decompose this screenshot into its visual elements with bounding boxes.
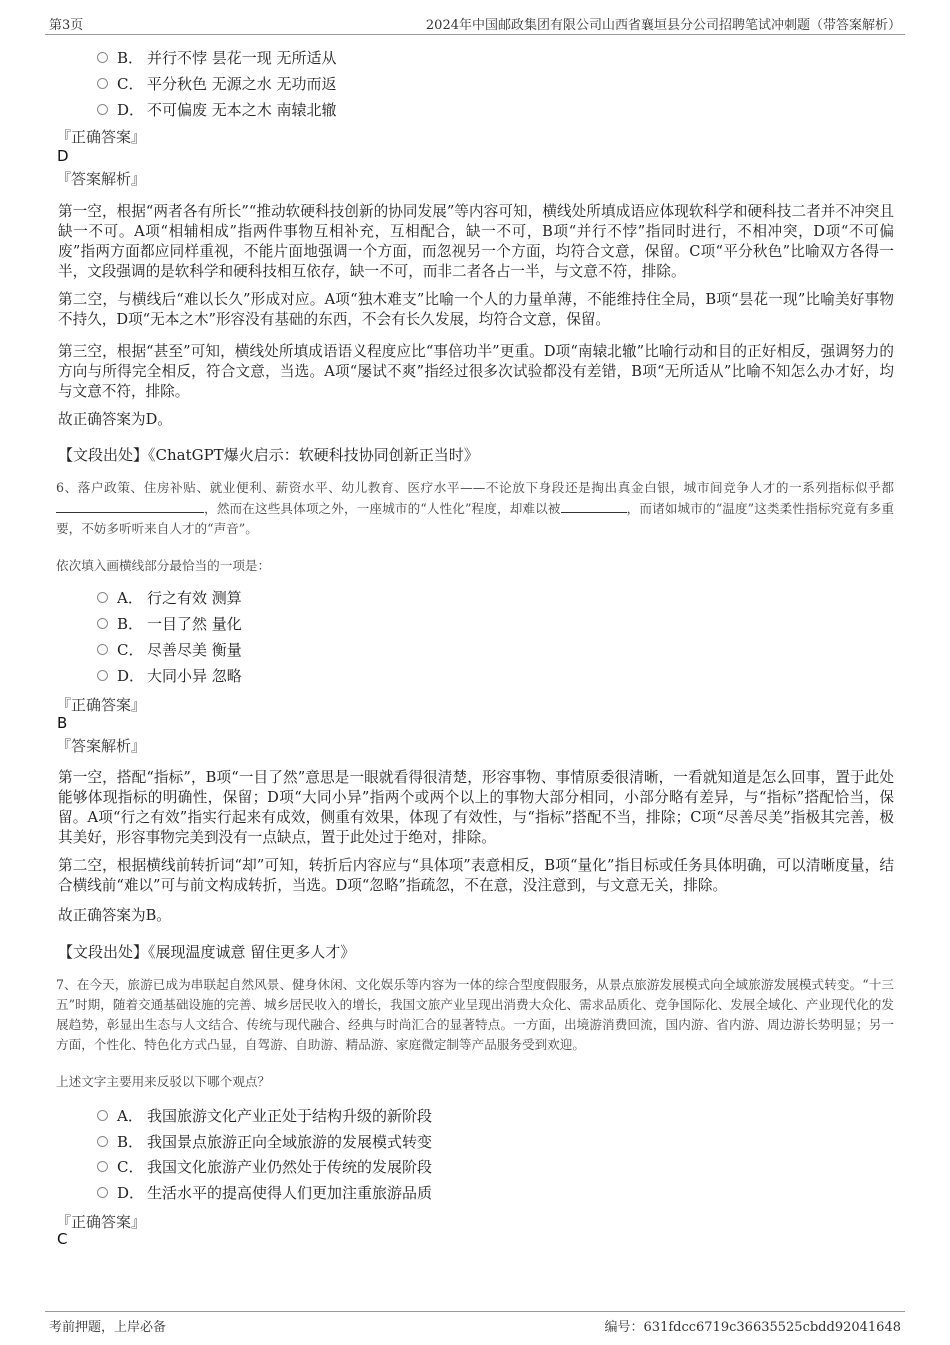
- analysis-paragraph: 第一空，搭配“指标”，B项“一目了然”意思是一眼就看得很清楚，形容事物、事情原委很清晰，一看就知道是怎么回事，置于此处能够体现指标的明确性，保留；D项“大同小异”指两个或两个以上的事物大部分相同，小部分略有差异，与“指标”搭配恰当，保留。A项“行之有效”指实行起来有成效，侧重有效果，体现了有效性，与“指标”搭配不当，排除；C项“尽善尽美”指极其完善，极其美好，形容事物完美到没有一点缺点，置于此处过于绝对，排除。: [58, 769, 894, 846]
- source-citation: 【文段出处】《ChatGPT爆火启示：软硬科技协同创新正当时》: [58, 446, 479, 464]
- q7-option-b[interactable]: B． 我国景点旅游正向全域旅游的发展模式转变: [97, 1130, 432, 1152]
- radio-icon[interactable]: [97, 618, 108, 629]
- question-instruction: 依次填入画横线部分最恰当的一项是：: [56, 558, 271, 573]
- document-code: 编号：631fdcc6719c36635525cbdd92041648: [604, 1320, 901, 1335]
- page-number: 第3页: [49, 18, 84, 33]
- page-footer: [45, 1311, 905, 1334]
- analysis-label: 『答案解析』: [56, 170, 147, 188]
- question-stem: 6、落户政策、住房补贴、就业便利、薪资水平、幼儿教育、医疗水平——不论放下身段还是掏出真金白银，城市间竞争人才的一系列指标似乎都，然而在这些具体项之外，一座城市的“人性化”程度，却难以被 ，而诸如城市的“温度”这类柔性指标究竟有多重要，不妨多听听来自人才的“声音”。: [56, 480, 894, 536]
- answer-value: B: [57, 714, 68, 732]
- question-stem: 7、在今天，旅游已成为串联起自然风景、健身休闲、文化娱乐等内容为一体的综合型度假服务，从景点旅游发展模式向全域旅游发展模式转变。“十三五”时期，随着交通基础设施的完善、城乡居民收入的增长，我国文旅产业呈现出消费大众化、需求品质化、竞争国际化、发展全域化、产业现代化的发展趋势，彰显出生态与人文结合、传统与现代融合、经典与时尚汇合的显著特点。一方面，出境游消费回流，国内游、省内游、周边游长势明显；另一方面，个性化、特色化方式凸显，自驾游、自助游、精品游、家庭微定制等产品服务受到欢迎。: [56, 977, 894, 1052]
- answer-value: D: [57, 147, 69, 165]
- analysis-conclusion: 故正确答案为B。: [58, 907, 171, 924]
- q5-option-b[interactable]: B． 并行不悖 昙花一现 无所适从: [97, 46, 337, 68]
- analysis-paragraph: 第一空，根据“两者各有所长”“推动软硬科技创新的协同发展”等内容可知，横线处所填成语应体现软科学和硬科技二者并不冲突且缺一不可。A项“相辅相成”指两件事物互相补充，互相配合，缺一不可，B项“并行不悖”指同时进行，不相冲突，D项“不可偏废”指两方面都应同样重视，不能片面地强调一个方面，而忽视另一个方面，均符合文意，保留。C项“平分秋色”比喻双方各得一半，文段强调的是软科学和硬科技相互依存，缺一不可，而非二者各占一半，与文意不符，排除。: [58, 203, 894, 280]
- source-citation: 【文段出处】《展现温度诚意 留住更多人才》: [58, 943, 356, 961]
- page-header: [45, 14, 905, 35]
- q7-option-d[interactable]: D． 生活水平的提高使得人们更加注重旅游品质: [97, 1181, 432, 1203]
- q5-option-d[interactable]: D． 不可偏废 无本之木 南辕北辙: [97, 98, 337, 120]
- analysis-paragraph: 第三空，根据“甚至”可知，横线处所填成语语义程度应比“事倍功半”更重。D项“南辕北辙”比喻行动和目的正好相反，强调努力的方向与所得完全相反，符合文意，当选。A项“屡试不爽”指经过很多次试验都没有差错，B项“无所适从”比喻不知怎么办才好，均与文意不符，排除。: [58, 343, 894, 400]
- q7-option-a[interactable]: A． 我国旅游文化产业正处于结构升级的新阶段: [97, 1104, 432, 1126]
- radio-icon[interactable]: [97, 52, 108, 63]
- analysis-paragraph: 第二空，与横线后“难以长久”形成对应。A项“独木难支”比喻一个人的力量单薄，不能维持住全局，B项“昙花一现”比喻美好事物不持久，D项“无本之木”形容没有基础的东西，不会有长久发展，均符合文意，保留。: [58, 291, 894, 328]
- document-title: 2024年中国邮政集团有限公司山西省襄垣县分公司招聘笔试冲刺题（带答案解析）: [425, 18, 901, 33]
- radio-icon[interactable]: [97, 670, 108, 681]
- radio-icon[interactable]: [97, 1136, 108, 1147]
- radio-icon[interactable]: [97, 592, 108, 603]
- radio-icon[interactable]: [97, 1187, 108, 1198]
- question-instruction: 上述文字主要用来反驳以下哪个观点？: [56, 1074, 271, 1089]
- blank-line: [56, 498, 204, 513]
- q6-option-c[interactable]: C． 尽善尽美 衡量: [97, 638, 242, 660]
- analysis-label: 『答案解析』: [56, 737, 147, 755]
- radio-icon[interactable]: [97, 644, 108, 655]
- q6-option-d[interactable]: D． 大同小异 忽略: [97, 664, 242, 686]
- analysis-conclusion: 故正确答案为D。: [58, 411, 172, 428]
- answer-label: 『正确答案』: [56, 696, 147, 714]
- answer-label: 『正确答案』: [56, 128, 147, 146]
- answer-value: C: [57, 1230, 68, 1248]
- q6-option-a[interactable]: A． 行之有效 测算: [97, 586, 242, 608]
- analysis-paragraph: 第二空，根据横线前转折词“却”可知，转折后内容应与“具体项”表意相反，B项“量化”指目标或任务具体明确，可以清晰度量，结合横线前“难以”可与前文构成转折，当选。D项“忽略”指疏忽，不在意，没注意到，与文意无关，排除。: [58, 857, 894, 894]
- answer-label: 『正确答案』: [56, 1213, 147, 1231]
- radio-icon[interactable]: [97, 1110, 108, 1121]
- radio-icon[interactable]: [97, 104, 108, 115]
- q5-option-c[interactable]: C． 平分秋色 无源之水 无功而返: [97, 72, 337, 94]
- q7-option-c[interactable]: C． 我国文化旅游产业仍然处于传统的发展阶段: [97, 1155, 432, 1177]
- radio-icon[interactable]: [97, 1161, 108, 1172]
- q6-option-b[interactable]: B． 一目了然 量化: [97, 612, 242, 634]
- radio-icon[interactable]: [97, 78, 108, 89]
- blank-line: [561, 498, 627, 513]
- footer-slogan: 考前押题，上岸必备: [49, 1320, 167, 1335]
